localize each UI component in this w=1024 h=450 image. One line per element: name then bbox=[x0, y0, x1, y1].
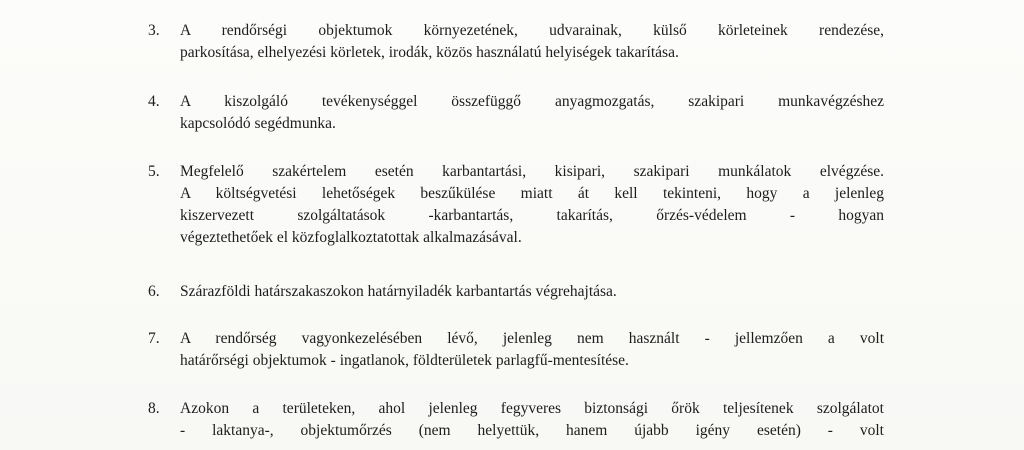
list-item-4 bbox=[148, 91, 884, 135]
item-line: A rendőrség vagyonkezelésében lévő, jelenleg nem használt - jellemzően a volt bbox=[180, 330, 884, 347]
item-line: parkosítása, elhelyezési körletek, irodák, közös használatú helyiségek takarítása. bbox=[180, 44, 679, 61]
item-text bbox=[180, 398, 884, 442]
item-line: kiszervezett szolgáltatások -karbantartás, takarítás, őrzés-védelem - hogyan bbox=[180, 207, 884, 224]
list-item-5 bbox=[148, 161, 884, 249]
item-line: Megfelelő szakértelem esetén karbantartási, kisipari, szakipari munkálatok elvégzése. bbox=[180, 163, 884, 180]
item-number: 4. bbox=[148, 93, 160, 110]
item-text bbox=[180, 328, 884, 372]
item-line: kapcsolódó segédmunka. bbox=[180, 115, 336, 132]
list-item-6 bbox=[148, 281, 884, 303]
item-text bbox=[180, 20, 884, 64]
item-line: A rendőrségi objektumok környezetének, udvarainak, külső körleteinek rendezése, bbox=[180, 22, 884, 39]
list-item-7 bbox=[148, 328, 884, 372]
item-text bbox=[180, 91, 884, 135]
item-number: 7. bbox=[148, 330, 160, 347]
item-line: Azokon a területeken, ahol jelenleg fegyveres biztonsági őrök teljesítenek szolgálatot bbox=[180, 400, 884, 417]
item-line: A kiszolgáló tevékenységgel összefüggő anyagmozgatás, szakipari munkavégzéshez bbox=[180, 93, 884, 110]
item-text bbox=[180, 281, 884, 303]
item-number: 5. bbox=[148, 163, 160, 180]
item-number: 6. bbox=[148, 283, 160, 300]
item-line: végeztethetőek el közfoglalkoztatottak alkalmazásával. bbox=[180, 229, 522, 246]
item-line: A költségvetési lehetőségek beszűkülése miatt át kell tekinteni, hogy a jelenleg bbox=[180, 185, 884, 202]
item-line: Szárazföldi határszakaszokon határnyiladék karbantartás végrehajtása. bbox=[180, 283, 617, 300]
item-line: - laktanya-, objektumőrzés (nem helyettük, hanem újabb igény esetén) - volt bbox=[180, 422, 884, 439]
list-item-3 bbox=[148, 20, 884, 64]
item-line: határőrségi objektumok - ingatlanok, földterületek parlagfű-mentesítése. bbox=[180, 352, 629, 369]
item-text bbox=[180, 161, 884, 249]
item-number: 8. bbox=[148, 400, 160, 417]
list-item-8 bbox=[148, 398, 884, 442]
item-number: 3. bbox=[148, 22, 160, 39]
